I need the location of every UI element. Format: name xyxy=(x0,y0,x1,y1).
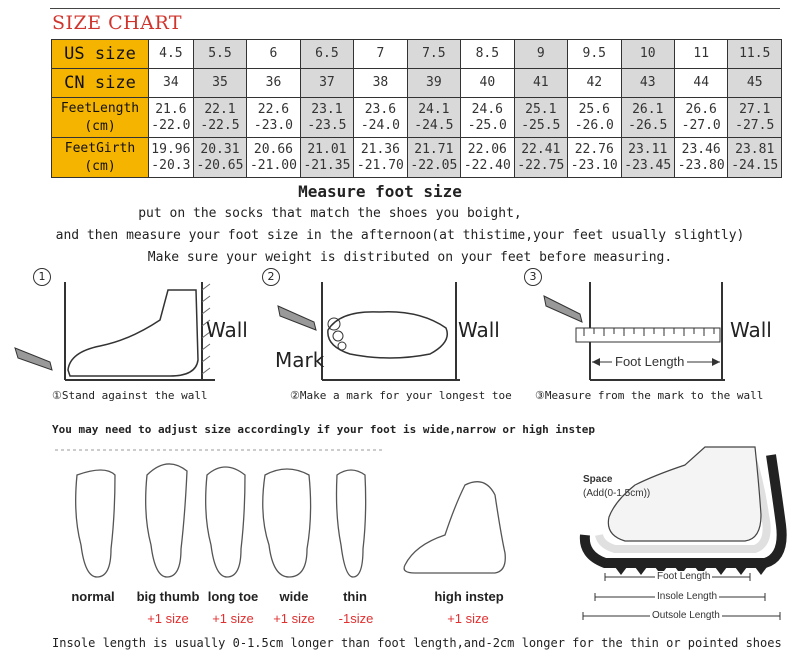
cell: 37 xyxy=(300,69,353,98)
shoe-outsole-length: Outsole Length xyxy=(652,610,720,621)
cell: 22.06 -22.40 xyxy=(461,138,514,178)
cell: 45 xyxy=(728,69,782,98)
cell: 9 xyxy=(514,40,567,69)
foot-label-wide: wide xyxy=(279,589,309,604)
shoe-space-label: Space xyxy=(583,474,613,485)
shoe-space-add: (Add(0-1.5cm)) xyxy=(583,488,651,499)
instruction-line-2: and then measure your foot size in the afternoon(at thistime,your feet usually slightly) xyxy=(55,228,745,243)
page-title: SIZE CHART xyxy=(52,12,183,34)
row-label-cn: CN size xyxy=(52,69,149,98)
foot-big-thumb-outline xyxy=(146,464,187,577)
cell: 21.01 -21.35 xyxy=(300,138,353,178)
cell: 23.46 -23.80 xyxy=(674,138,727,178)
step-2-number: 2 xyxy=(262,268,280,286)
foot-long-toe-outline xyxy=(206,467,245,577)
table-row-cn xyxy=(52,69,782,98)
foot-add-wide: +1 size xyxy=(273,611,315,626)
measure-heading: Measure foot size xyxy=(298,182,462,201)
row-label-feet-length: FeetLength (cm) xyxy=(52,98,149,138)
step-1-caption: ①Stand against the wall xyxy=(52,389,208,402)
step-3-number: 3 xyxy=(524,268,542,286)
cell: 8.5 xyxy=(461,40,514,69)
table-row-us xyxy=(52,40,782,69)
cell: 22.76 -23.10 xyxy=(568,138,621,178)
cell: 34 xyxy=(149,69,194,98)
cell: 44 xyxy=(674,69,727,98)
cell: 26.1 -26.5 xyxy=(621,98,674,138)
step-2-wall-label: Wall xyxy=(458,318,500,342)
cell: 11 xyxy=(674,40,727,69)
cell: 11.5 xyxy=(728,40,782,69)
cell: 24.1 -24.5 xyxy=(407,98,460,138)
foot-label-high-instep: high instep xyxy=(434,589,504,604)
cell: 23.81 -24.15 xyxy=(728,138,782,178)
cell: 38 xyxy=(354,69,407,98)
shoe-insole-length: Insole Length xyxy=(657,591,718,602)
cell: 4.5 xyxy=(149,40,194,69)
cell: 23.6 -24.0 xyxy=(354,98,407,138)
foot-normal-outline xyxy=(76,470,115,577)
size-chart-table xyxy=(51,39,782,178)
cell: 7.5 xyxy=(407,40,460,69)
foot-add-big-thumb: +1 size xyxy=(147,611,189,626)
cell: 9.5 xyxy=(568,40,621,69)
foot-types-illustration xyxy=(55,445,555,585)
cell: 27.1 -27.5 xyxy=(728,98,782,138)
row-label-us: US size xyxy=(52,40,149,69)
cell: 41 xyxy=(514,69,567,98)
cell: 19.96 -20.3 xyxy=(149,138,194,178)
step-3-caption: ③Measure from the mark to the wall xyxy=(535,389,764,402)
cell: 26.6 -27.0 xyxy=(674,98,727,138)
foot-add-high-instep: +1 size xyxy=(447,611,489,626)
cell: 21.71 -22.05 xyxy=(407,138,460,178)
shoe-foot-length: Foot Length xyxy=(657,571,711,582)
foot-add-long-toe: +1 size xyxy=(212,611,254,626)
step-3-ruler-label: Foot Length xyxy=(612,354,687,369)
table-row-feet-girth xyxy=(52,138,782,178)
step-1-number: 1 xyxy=(33,268,51,286)
cell: 5.5 xyxy=(193,40,246,69)
cell: 6 xyxy=(247,40,300,69)
foot-wide-outline xyxy=(263,469,311,577)
foot-thin-outline xyxy=(337,470,366,577)
foot-add-thin: -1size xyxy=(338,611,374,626)
cell: 7 xyxy=(354,40,407,69)
insole-note: Insole length is usually 0-1.5cm longer than foot length,and-2cm longer for the thin or pointed shoes xyxy=(52,636,782,650)
cell: 25.6 -26.0 xyxy=(568,98,621,138)
cell: 36 xyxy=(247,69,300,98)
cell: 22.41 -22.75 xyxy=(514,138,567,178)
cell: 6.5 xyxy=(300,40,353,69)
row-label-feet-girth: FeetGirth (cm) xyxy=(52,138,149,178)
step-3-wall-label: Wall xyxy=(730,318,772,342)
cell: 42 xyxy=(568,69,621,98)
cell: 35 xyxy=(193,69,246,98)
cell: 24.6 -25.0 xyxy=(461,98,514,138)
step-3-illustration xyxy=(540,280,740,385)
cell: 40 xyxy=(461,69,514,98)
adjust-note: You may need to adjust size accordingly if your foot is wide,narrow or high instep xyxy=(52,423,596,436)
cell: 23.11 -23.45 xyxy=(621,138,674,178)
title-rule xyxy=(50,8,780,9)
cell: 21.36 -21.70 xyxy=(354,138,407,178)
instruction-line-1: put on the socks that match the shoes you boight, xyxy=(138,206,522,221)
step-2-caption: ②Make a mark for your longest toe xyxy=(290,389,512,402)
foot-label-normal: normal xyxy=(71,589,115,604)
step-2-mark-label: Mark xyxy=(275,348,325,372)
cell: 20.66 -21.00 xyxy=(247,138,300,178)
table-row-feet-length xyxy=(52,98,782,138)
foot-label-long-toe: long toe xyxy=(207,589,259,604)
cell: 21.6 -22.0 xyxy=(149,98,194,138)
cell: 20.31 -20.65 xyxy=(193,138,246,178)
cell: 43 xyxy=(621,69,674,98)
cell: 22.1 -22.5 xyxy=(193,98,246,138)
cell: 39 xyxy=(407,69,460,98)
cell: 22.6 -23.0 xyxy=(247,98,300,138)
foot-label-thin: thin xyxy=(343,589,367,604)
cell: 25.1 -25.5 xyxy=(514,98,567,138)
cell: 10 xyxy=(621,40,674,69)
foot-high-instep-outline xyxy=(404,482,505,573)
cell: 23.1 -23.5 xyxy=(300,98,353,138)
foot-label-big-thumb: big thumb xyxy=(136,589,200,604)
step-1-wall-label: Wall xyxy=(206,318,248,342)
instruction-line-3: Make sure your weight is distributed on your feet before measuring. xyxy=(147,250,673,265)
